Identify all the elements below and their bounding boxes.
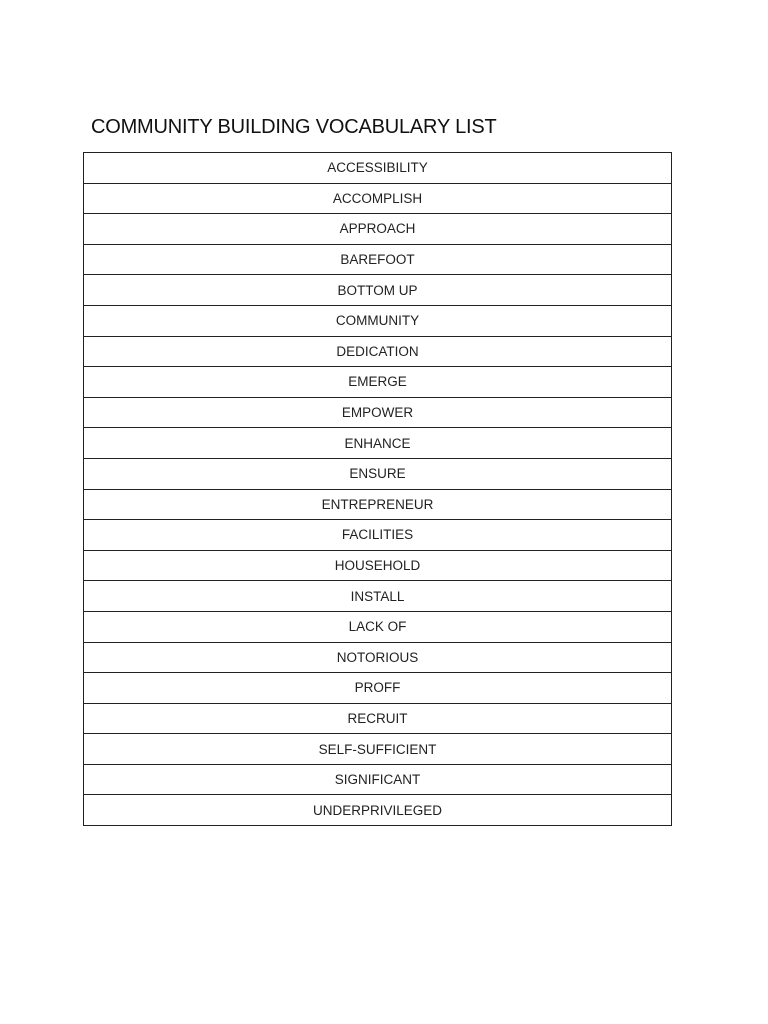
vocabulary-word: EMERGE [84,367,672,398]
table-row [84,336,672,367]
vocabulary-word: RECRUIT [84,703,672,734]
vocabulary-word: INSTALL [84,581,672,612]
table-row [84,428,672,459]
vocabulary-word: ENSURE [84,458,672,489]
vocabulary-word: UNDERPRIVILEGED [84,795,672,826]
vocabulary-table [83,152,672,826]
vocabulary-word: ENHANCE [84,428,672,459]
table-row [84,764,672,795]
vocabulary-word: BAREFOOT [84,244,672,275]
table-row [84,642,672,673]
table-row [84,275,672,306]
table-row [84,520,672,551]
vocabulary-word: BOTTOM UP [84,275,672,306]
table-row [84,581,672,612]
vocabulary-word: FACILITIES [84,520,672,551]
table-row [84,673,672,704]
page-title: COMMUNITY BUILDING VOCABULARY LIST [91,116,497,138]
table-row [84,611,672,642]
vocabulary-word: APPROACH [84,214,672,245]
vocabulary-word: SIGNIFICANT [84,764,672,795]
table-row [84,489,672,520]
table-row [84,183,672,214]
vocabulary-word: ACCESSIBILITY [84,153,672,184]
vocabulary-word: ENTREPRENEUR [84,489,672,520]
table-row [84,367,672,398]
vocabulary-word: HOUSEHOLD [84,550,672,581]
vocabulary-word: ACCOMPLISH [84,183,672,214]
table-row [84,214,672,245]
table-row [84,703,672,734]
vocabulary-word: NOTORIOUS [84,642,672,673]
vocabulary-word: PROFF [84,673,672,704]
vocabulary-word: DEDICATION [84,336,672,367]
table-row [84,305,672,336]
vocabulary-word: SELF-SUFFICIENT [84,734,672,765]
table-row [84,795,672,826]
table-row [84,244,672,275]
table-row [84,458,672,489]
vocabulary-word: EMPOWER [84,397,672,428]
vocabulary-word: LACK OF [84,611,672,642]
table-row [84,550,672,581]
table-row [84,397,672,428]
vocabulary-word: COMMUNITY [84,305,672,336]
table-row [84,153,672,184]
table-row [84,734,672,765]
